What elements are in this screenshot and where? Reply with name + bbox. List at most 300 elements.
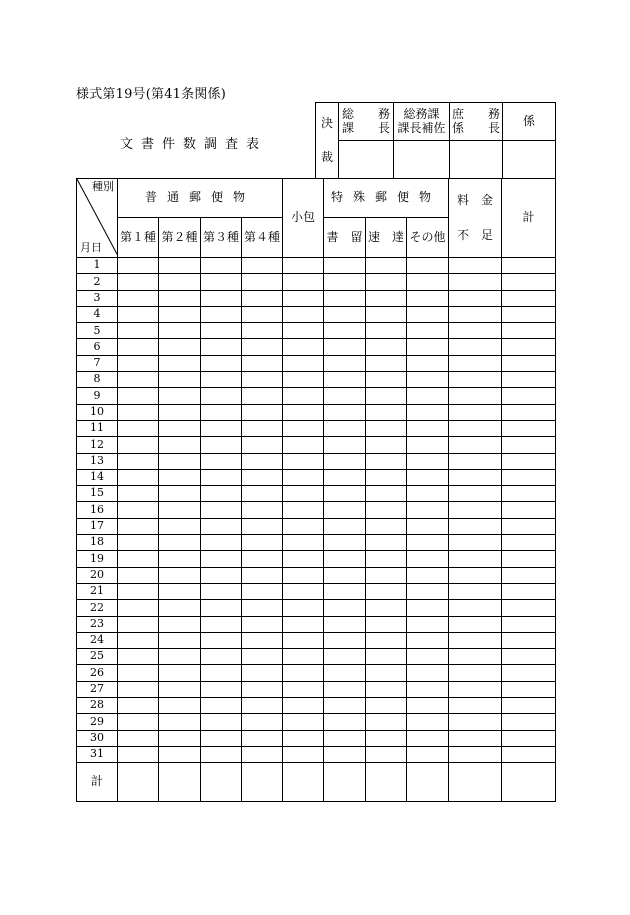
count-cell[interactable] (118, 730, 159, 746)
count-cell[interactable] (449, 388, 502, 404)
count-cell[interactable] (407, 714, 449, 730)
count-cell[interactable] (502, 551, 556, 567)
count-cell[interactable] (407, 306, 449, 322)
count-cell[interactable] (201, 730, 242, 746)
count-cell[interactable] (324, 339, 366, 355)
count-cell[interactable] (159, 437, 201, 453)
count-cell[interactable] (201, 339, 242, 355)
count-cell[interactable] (449, 518, 502, 534)
count-cell[interactable] (502, 486, 556, 502)
count-cell[interactable] (283, 274, 324, 290)
count-cell[interactable] (118, 355, 159, 371)
count-cell[interactable] (407, 551, 449, 567)
count-cell[interactable] (118, 372, 159, 388)
count-cell[interactable] (283, 600, 324, 616)
count-cell[interactable] (242, 746, 283, 762)
count-cell[interactable] (324, 388, 366, 404)
count-cell[interactable] (324, 551, 366, 567)
count-cell[interactable] (366, 518, 407, 534)
count-cell[interactable] (366, 567, 407, 583)
count-cell[interactable] (449, 404, 502, 420)
count-cell[interactable] (283, 730, 324, 746)
count-cell[interactable] (407, 746, 449, 762)
count-cell[interactable] (366, 486, 407, 502)
count-cell[interactable] (502, 535, 556, 551)
count-cell[interactable] (242, 404, 283, 420)
count-cell[interactable] (242, 323, 283, 339)
count-cell[interactable] (242, 420, 283, 436)
total-cell[interactable] (242, 763, 283, 802)
count-cell[interactable] (242, 290, 283, 306)
count-cell[interactable] (407, 404, 449, 420)
count-cell[interactable] (242, 372, 283, 388)
count-cell[interactable] (283, 372, 324, 388)
count-cell[interactable] (324, 290, 366, 306)
count-cell[interactable] (159, 339, 201, 355)
count-cell[interactable] (118, 339, 159, 355)
count-cell[interactable] (324, 404, 366, 420)
count-cell[interactable] (201, 404, 242, 420)
count-cell[interactable] (324, 502, 366, 518)
count-cell[interactable] (502, 388, 556, 404)
count-cell[interactable] (502, 746, 556, 762)
count-cell[interactable] (407, 323, 449, 339)
count-cell[interactable] (201, 551, 242, 567)
count-cell[interactable] (502, 290, 556, 306)
count-cell[interactable] (118, 323, 159, 339)
count-cell[interactable] (159, 649, 201, 665)
count-cell[interactable] (407, 730, 449, 746)
count-cell[interactable] (118, 600, 159, 616)
count-cell[interactable] (366, 339, 407, 355)
count-cell[interactable] (324, 665, 366, 681)
count-cell[interactable] (366, 453, 407, 469)
count-cell[interactable] (118, 681, 159, 697)
count-cell[interactable] (159, 518, 201, 534)
count-cell[interactable] (118, 388, 159, 404)
count-cell[interactable] (118, 290, 159, 306)
count-cell[interactable] (159, 290, 201, 306)
count-cell[interactable] (242, 665, 283, 681)
count-cell[interactable] (283, 681, 324, 697)
count-cell[interactable] (283, 714, 324, 730)
count-cell[interactable] (118, 469, 159, 485)
count-cell[interactable] (283, 339, 324, 355)
count-cell[interactable] (407, 290, 449, 306)
count-cell[interactable] (118, 698, 159, 714)
count-cell[interactable] (159, 372, 201, 388)
stamp-slot[interactable] (450, 141, 503, 179)
count-cell[interactable] (118, 437, 159, 453)
count-cell[interactable] (449, 714, 502, 730)
count-cell[interactable] (201, 535, 242, 551)
count-cell[interactable] (366, 616, 407, 632)
count-cell[interactable] (324, 453, 366, 469)
count-cell[interactable] (502, 258, 556, 274)
count-cell[interactable] (159, 632, 201, 648)
count-cell[interactable] (201, 502, 242, 518)
count-cell[interactable] (366, 665, 407, 681)
count-cell[interactable] (502, 518, 556, 534)
count-cell[interactable] (449, 535, 502, 551)
count-cell[interactable] (201, 698, 242, 714)
count-cell[interactable] (118, 518, 159, 534)
count-cell[interactable] (449, 306, 502, 322)
count-cell[interactable] (324, 632, 366, 648)
count-cell[interactable] (407, 583, 449, 599)
count-cell[interactable] (324, 600, 366, 616)
count-cell[interactable] (449, 290, 502, 306)
count-cell[interactable] (283, 306, 324, 322)
count-cell[interactable] (407, 698, 449, 714)
count-cell[interactable] (502, 616, 556, 632)
count-cell[interactable] (449, 437, 502, 453)
count-cell[interactable] (201, 567, 242, 583)
count-cell[interactable] (502, 714, 556, 730)
count-cell[interactable] (407, 681, 449, 697)
count-cell[interactable] (242, 714, 283, 730)
count-cell[interactable] (201, 306, 242, 322)
total-cell[interactable] (407, 763, 449, 802)
count-cell[interactable] (366, 632, 407, 648)
count-cell[interactable] (407, 420, 449, 436)
count-cell[interactable] (502, 306, 556, 322)
count-cell[interactable] (242, 437, 283, 453)
count-cell[interactable] (449, 583, 502, 599)
count-cell[interactable] (118, 258, 159, 274)
total-cell[interactable] (449, 763, 502, 802)
count-cell[interactable] (449, 746, 502, 762)
count-cell[interactable] (502, 323, 556, 339)
count-cell[interactable] (118, 567, 159, 583)
count-cell[interactable] (242, 453, 283, 469)
count-cell[interactable] (502, 420, 556, 436)
count-cell[interactable] (324, 535, 366, 551)
count-cell[interactable] (118, 616, 159, 632)
count-cell[interactable] (242, 681, 283, 697)
count-cell[interactable] (407, 502, 449, 518)
count-cell[interactable] (324, 323, 366, 339)
count-cell[interactable] (324, 583, 366, 599)
count-cell[interactable] (283, 404, 324, 420)
count-cell[interactable] (407, 535, 449, 551)
count-cell[interactable] (324, 274, 366, 290)
count-cell[interactable] (502, 649, 556, 665)
count-cell[interactable] (449, 730, 502, 746)
count-cell[interactable] (242, 616, 283, 632)
count-cell[interactable] (502, 469, 556, 485)
count-cell[interactable] (407, 274, 449, 290)
count-cell[interactable] (407, 437, 449, 453)
count-cell[interactable] (324, 486, 366, 502)
count-cell[interactable] (159, 714, 201, 730)
count-cell[interactable] (201, 469, 242, 485)
count-cell[interactable] (159, 274, 201, 290)
count-cell[interactable] (366, 388, 407, 404)
count-cell[interactable] (502, 404, 556, 420)
count-cell[interactable] (407, 567, 449, 583)
count-cell[interactable] (324, 746, 366, 762)
count-cell[interactable] (118, 420, 159, 436)
count-cell[interactable] (449, 323, 502, 339)
count-cell[interactable] (283, 486, 324, 502)
count-cell[interactable] (283, 453, 324, 469)
count-cell[interactable] (242, 388, 283, 404)
count-cell[interactable] (201, 437, 242, 453)
count-cell[interactable] (324, 437, 366, 453)
count-cell[interactable] (407, 453, 449, 469)
total-cell[interactable] (283, 763, 324, 802)
count-cell[interactable] (242, 339, 283, 355)
count-cell[interactable] (502, 355, 556, 371)
count-cell[interactable] (366, 323, 407, 339)
count-cell[interactable] (502, 681, 556, 697)
count-cell[interactable] (324, 306, 366, 322)
count-cell[interactable] (283, 649, 324, 665)
count-cell[interactable] (201, 649, 242, 665)
count-cell[interactable] (449, 502, 502, 518)
count-cell[interactable] (449, 372, 502, 388)
count-cell[interactable] (201, 355, 242, 371)
count-cell[interactable] (366, 437, 407, 453)
count-cell[interactable] (449, 698, 502, 714)
total-cell[interactable] (118, 763, 159, 802)
count-cell[interactable] (366, 746, 407, 762)
stamp-slot[interactable] (394, 141, 450, 179)
count-cell[interactable] (283, 323, 324, 339)
count-cell[interactable] (366, 372, 407, 388)
count-cell[interactable] (324, 372, 366, 388)
count-cell[interactable] (449, 632, 502, 648)
count-cell[interactable] (449, 469, 502, 485)
stamp-slot[interactable] (503, 141, 556, 179)
total-cell[interactable] (366, 763, 407, 802)
stamp-slot[interactable] (339, 141, 394, 179)
count-cell[interactable] (407, 258, 449, 274)
count-cell[interactable] (242, 258, 283, 274)
total-cell[interactable] (159, 763, 201, 802)
count-cell[interactable] (283, 420, 324, 436)
count-cell[interactable] (449, 355, 502, 371)
count-cell[interactable] (407, 469, 449, 485)
count-cell[interactable] (407, 486, 449, 502)
count-cell[interactable] (366, 306, 407, 322)
count-cell[interactable] (201, 420, 242, 436)
count-cell[interactable] (366, 535, 407, 551)
count-cell[interactable] (449, 616, 502, 632)
count-cell[interactable] (242, 583, 283, 599)
count-cell[interactable] (324, 469, 366, 485)
count-cell[interactable] (324, 420, 366, 436)
count-cell[interactable] (201, 486, 242, 502)
count-cell[interactable] (407, 665, 449, 681)
count-cell[interactable] (366, 730, 407, 746)
count-cell[interactable] (324, 567, 366, 583)
count-cell[interactable] (366, 420, 407, 436)
count-cell[interactable] (201, 714, 242, 730)
count-cell[interactable] (407, 339, 449, 355)
count-cell[interactable] (118, 306, 159, 322)
count-cell[interactable] (159, 665, 201, 681)
count-cell[interactable] (407, 388, 449, 404)
count-cell[interactable] (502, 665, 556, 681)
count-cell[interactable] (449, 420, 502, 436)
count-cell[interactable] (283, 551, 324, 567)
count-cell[interactable] (242, 502, 283, 518)
count-cell[interactable] (159, 388, 201, 404)
count-cell[interactable] (324, 258, 366, 274)
count-cell[interactable] (366, 274, 407, 290)
count-cell[interactable] (201, 388, 242, 404)
count-cell[interactable] (159, 681, 201, 697)
count-cell[interactable] (324, 698, 366, 714)
count-cell[interactable] (449, 339, 502, 355)
count-cell[interactable] (118, 486, 159, 502)
count-cell[interactable] (407, 649, 449, 665)
count-cell[interactable] (324, 714, 366, 730)
count-cell[interactable] (118, 535, 159, 551)
count-cell[interactable] (159, 730, 201, 746)
count-cell[interactable] (201, 681, 242, 697)
count-cell[interactable] (159, 502, 201, 518)
count-cell[interactable] (366, 551, 407, 567)
count-cell[interactable] (449, 567, 502, 583)
count-cell[interactable] (201, 323, 242, 339)
count-cell[interactable] (407, 600, 449, 616)
count-cell[interactable] (242, 551, 283, 567)
count-cell[interactable] (324, 730, 366, 746)
count-cell[interactable] (449, 274, 502, 290)
count-cell[interactable] (407, 616, 449, 632)
count-cell[interactable] (449, 486, 502, 502)
count-cell[interactable] (283, 535, 324, 551)
count-cell[interactable] (283, 583, 324, 599)
count-cell[interactable] (201, 632, 242, 648)
count-cell[interactable] (366, 502, 407, 518)
count-cell[interactable] (159, 567, 201, 583)
count-cell[interactable] (283, 665, 324, 681)
count-cell[interactable] (242, 698, 283, 714)
count-cell[interactable] (201, 616, 242, 632)
count-cell[interactable] (118, 583, 159, 599)
count-cell[interactable] (366, 355, 407, 371)
count-cell[interactable] (283, 632, 324, 648)
count-cell[interactable] (449, 600, 502, 616)
count-cell[interactable] (502, 274, 556, 290)
count-cell[interactable] (159, 583, 201, 599)
count-cell[interactable] (201, 746, 242, 762)
count-cell[interactable] (324, 681, 366, 697)
count-cell[interactable] (366, 469, 407, 485)
count-cell[interactable] (502, 600, 556, 616)
count-cell[interactable] (502, 567, 556, 583)
count-cell[interactable] (242, 355, 283, 371)
count-cell[interactable] (366, 290, 407, 306)
count-cell[interactable] (366, 714, 407, 730)
count-cell[interactable] (118, 632, 159, 648)
count-cell[interactable] (449, 258, 502, 274)
count-cell[interactable] (201, 258, 242, 274)
count-cell[interactable] (324, 649, 366, 665)
count-cell[interactable] (159, 535, 201, 551)
count-cell[interactable] (159, 404, 201, 420)
count-cell[interactable] (201, 583, 242, 599)
count-cell[interactable] (118, 404, 159, 420)
count-cell[interactable] (283, 258, 324, 274)
count-cell[interactable] (118, 665, 159, 681)
count-cell[interactable] (159, 469, 201, 485)
count-cell[interactable] (502, 730, 556, 746)
count-cell[interactable] (242, 486, 283, 502)
count-cell[interactable] (502, 453, 556, 469)
count-cell[interactable] (242, 600, 283, 616)
count-cell[interactable] (407, 355, 449, 371)
count-cell[interactable] (366, 600, 407, 616)
count-cell[interactable] (159, 698, 201, 714)
count-cell[interactable] (449, 681, 502, 697)
count-cell[interactable] (324, 518, 366, 534)
count-cell[interactable] (118, 649, 159, 665)
count-cell[interactable] (502, 372, 556, 388)
count-cell[interactable] (283, 355, 324, 371)
count-cell[interactable] (159, 600, 201, 616)
count-cell[interactable] (502, 502, 556, 518)
count-cell[interactable] (283, 518, 324, 534)
count-cell[interactable] (407, 518, 449, 534)
count-cell[interactable] (159, 551, 201, 567)
count-cell[interactable] (118, 551, 159, 567)
count-cell[interactable] (407, 632, 449, 648)
count-cell[interactable] (449, 551, 502, 567)
count-cell[interactable] (242, 535, 283, 551)
count-cell[interactable] (449, 453, 502, 469)
count-cell[interactable] (159, 306, 201, 322)
count-cell[interactable] (118, 714, 159, 730)
count-cell[interactable] (159, 486, 201, 502)
total-cell[interactable] (502, 763, 556, 802)
count-cell[interactable] (242, 274, 283, 290)
count-cell[interactable] (283, 616, 324, 632)
total-cell[interactable] (324, 763, 366, 802)
count-cell[interactable] (283, 437, 324, 453)
count-cell[interactable] (159, 258, 201, 274)
count-cell[interactable] (201, 453, 242, 469)
count-cell[interactable] (366, 681, 407, 697)
total-cell[interactable] (201, 763, 242, 802)
count-cell[interactable] (407, 372, 449, 388)
count-cell[interactable] (283, 290, 324, 306)
count-cell[interactable] (242, 306, 283, 322)
count-cell[interactable] (159, 355, 201, 371)
count-cell[interactable] (502, 437, 556, 453)
count-cell[interactable] (242, 518, 283, 534)
count-cell[interactable] (242, 567, 283, 583)
count-cell[interactable] (366, 404, 407, 420)
count-cell[interactable] (502, 339, 556, 355)
count-cell[interactable] (201, 665, 242, 681)
count-cell[interactable] (118, 274, 159, 290)
count-cell[interactable] (201, 372, 242, 388)
count-cell[interactable] (201, 290, 242, 306)
count-cell[interactable] (201, 518, 242, 534)
count-cell[interactable] (283, 388, 324, 404)
count-cell[interactable] (502, 583, 556, 599)
count-cell[interactable] (159, 616, 201, 632)
count-cell[interactable] (159, 323, 201, 339)
count-cell[interactable] (324, 355, 366, 371)
count-cell[interactable] (283, 502, 324, 518)
count-cell[interactable] (366, 258, 407, 274)
